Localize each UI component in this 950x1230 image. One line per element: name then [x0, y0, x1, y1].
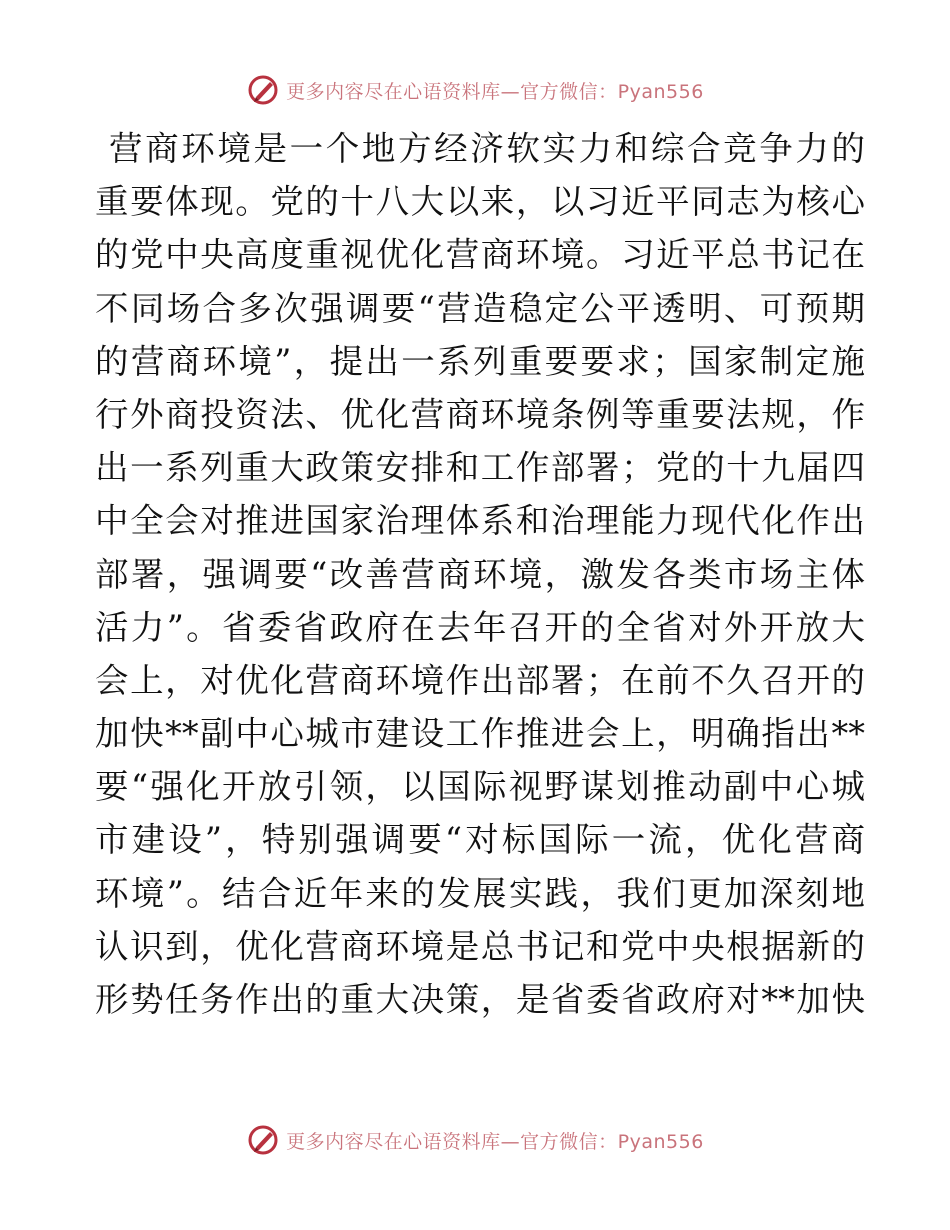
footer-banner-text: 更多内容尽在心语资料库—官方微信：Pyan556 [286, 1130, 704, 1153]
pen-logo-icon [246, 1123, 280, 1157]
header-banner [0, 70, 950, 110]
body-line: 市建设”，特别强调要“对标国际一流，优化营商 [95, 820, 865, 860]
document-body [95, 122, 865, 1026]
body-line: 部署，强调要“改善营商环境，激发各类市场主体 [95, 554, 865, 594]
body-line: 的营商环境”，提出一系列重要要求；国家制定施 [95, 341, 865, 381]
body-line: 加快**副中心城市建设工作推进会上，明确指出** [95, 714, 865, 754]
body-line: 营商环境是一个地方经济软实力和综合竞争力的 [109, 129, 865, 168]
body-line: 行外商投资法、优化营商环境条例等重要法规，作 [95, 394, 865, 434]
body-line: 重要体现。党的十八大以来，以习近平同志为核心 [95, 182, 865, 222]
body-line: 形势任务作出的重大决策，是省委省政府对**加快 [95, 980, 865, 1019]
header-banner-inner [246, 73, 704, 107]
footer-banner [0, 1120, 950, 1160]
body-line: 要“强化开放引领，以国际视野谋划推动副中心城 [95, 767, 865, 807]
body-line: 不同场合多次强调要“营造稳定公平透明、可预期 [95, 288, 865, 328]
body-line: 的党中央高度重视优化营商环境。习近平总书记在 [95, 235, 865, 275]
pen-logo-icon [246, 73, 280, 107]
body-line: 出一系列重大政策安排和工作部署；党的十九届四 [95, 448, 865, 488]
footer-banner-inner [246, 1123, 704, 1157]
header-banner-text: 更多内容尽在心语资料库—官方微信：Pyan556 [286, 80, 704, 103]
body-line: 会上，对优化营商环境作出部署；在前不久召开的 [95, 660, 865, 700]
body-line: 环境”。结合近年来的发展实践，我们更加深刻地 [95, 873, 865, 913]
body-line: 活力”。省委省政府在去年召开的全省对外开放大 [95, 607, 865, 647]
body-line: 认识到，优化营商环境是总书记和党中央根据新的 [95, 926, 865, 966]
body-line: 中全会对推进国家治理体系和治理能力现代化作出 [95, 501, 865, 541]
